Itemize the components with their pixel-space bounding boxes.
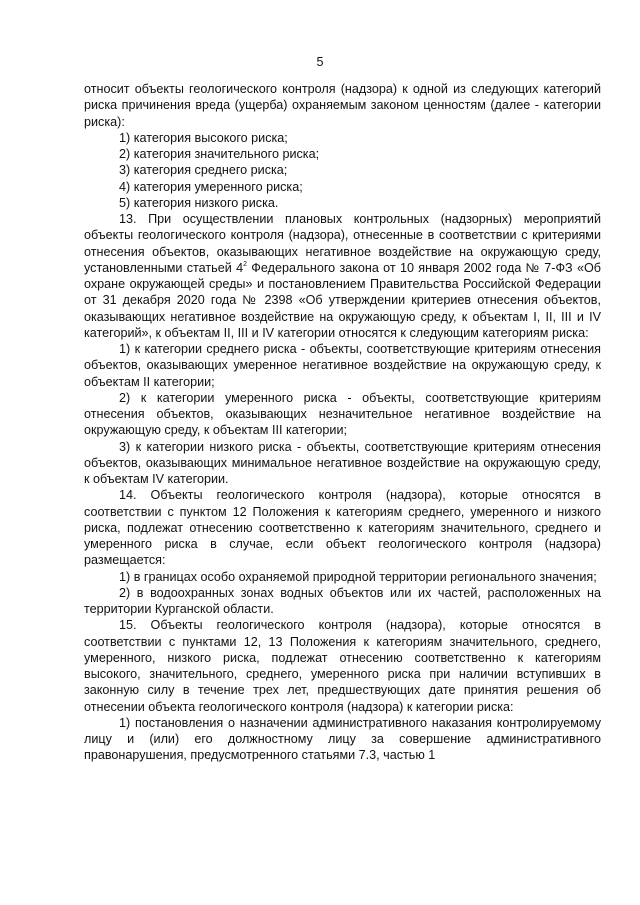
list-item-risk-2: 2) категория значительного риска;: [119, 147, 320, 161]
document-body: [84, 81, 601, 764]
list-item-risk-1: 1) категория высокого риска;: [119, 130, 288, 145]
list-item-risk-3: 3) категория среднего риска;: [119, 163, 288, 178]
page-number: 5: [316, 55, 324, 69]
paragraph-15-item-1: 1) постановления о назначении административного наказания контролируемому лицу и (или) его должностному лицу за совершение административного правонарушения, предусмотренного статьями 7.3, частью 1: [84, 715, 601, 763]
paragraph-14: 14. Объекты геологического контроля (надзора), которые относятся в соответствии с пунктом 12 Положения к категориям среднего, умеренного и низкого риска, подлежат отнесению соответственно к категориям значительного, среднего и умеренного риска в случае, если объект геологического контроля (надзора) размещается:: [84, 488, 601, 568]
paragraph-14-item-2: 2) в водоохранных зонах водных объектов или их частей, расположенных на территории Курганской области.: [84, 585, 601, 616]
paragraph-13-text-b: Федерального закона от 10 января 2002 года № 7-ФЗ «Об охране окружающей среды» и постановлением Правительства Российской Федерации от 31 декабря 2020 года № 2398 «Об утверждении критериев отнесения объектов, оказывающих негативное воздействие на окружающую среду, к объектам I, II, III и IV категорий», к объектам II, III и IV категории относятся к следующим категориям риска:: [84, 260, 601, 340]
paragraph-13-item-3: 3) к категории низкого риска - объекты, соответствующие критериям отнесения объектов, оказывающих минимальное негативное воздействие на окружающую среду, к объектам IV категории.: [84, 439, 601, 486]
superscript: 2: [243, 260, 247, 268]
paragraph-13-item-2: 2) к категории умеренного риска - объекты, соответствующие критериям отнесения объектов, оказывающих незначительное негативное воздействие на окружающую среду, к объектам III категории;: [84, 390, 601, 438]
list-item-risk-5: 5) категория низкого риска.: [119, 195, 279, 210]
paragraph-13-text-a: 13. При осуществлении плановых контрольных (надзорных) мероприятий объекты геологического контроля (надзора), отнесенные в соответствии с критериями отнесения объектов, оказывающих негативное воздействие на окружающую среду, установленными статьей 4: [84, 212, 601, 275]
paragraph-intro: относит объекты геологического контроля (надзора) к одной из следующих категорий риска причинения вреда (ущерба) охраняемым законом ценностям (далее - категории риска):: [84, 82, 601, 129]
list-item-risk-4: 4) категория умеренного риска;: [119, 179, 303, 194]
paragraph-14-item-1: 1) в границах особо охраняемой природной территории регионального значения;: [119, 569, 597, 584]
paragraph-15: 15. Объекты геологического контроля (надзора), которые относятся в соответствии с пунктами 12, 13 Положения к категориям значительного, среднего, умеренного, низкого риска, подлежат отнесению соответственно к категориям высокого, значительного, среднего, умеренного риска при наличии вступивших в законную силу в течение трех лет, предшествующих дате принятия решения об отнесении объекта геологического контроля (надзора) к категории риска:: [84, 618, 601, 714]
paragraph-13-item-1: 1) к категории среднего риска - объекты, соответствующие критериям отнесения объектов, оказывающих умеренное негативное воздействие на окружающую среду, к объектам II категории;: [84, 342, 601, 389]
paragraph-13: [84, 211, 601, 341]
